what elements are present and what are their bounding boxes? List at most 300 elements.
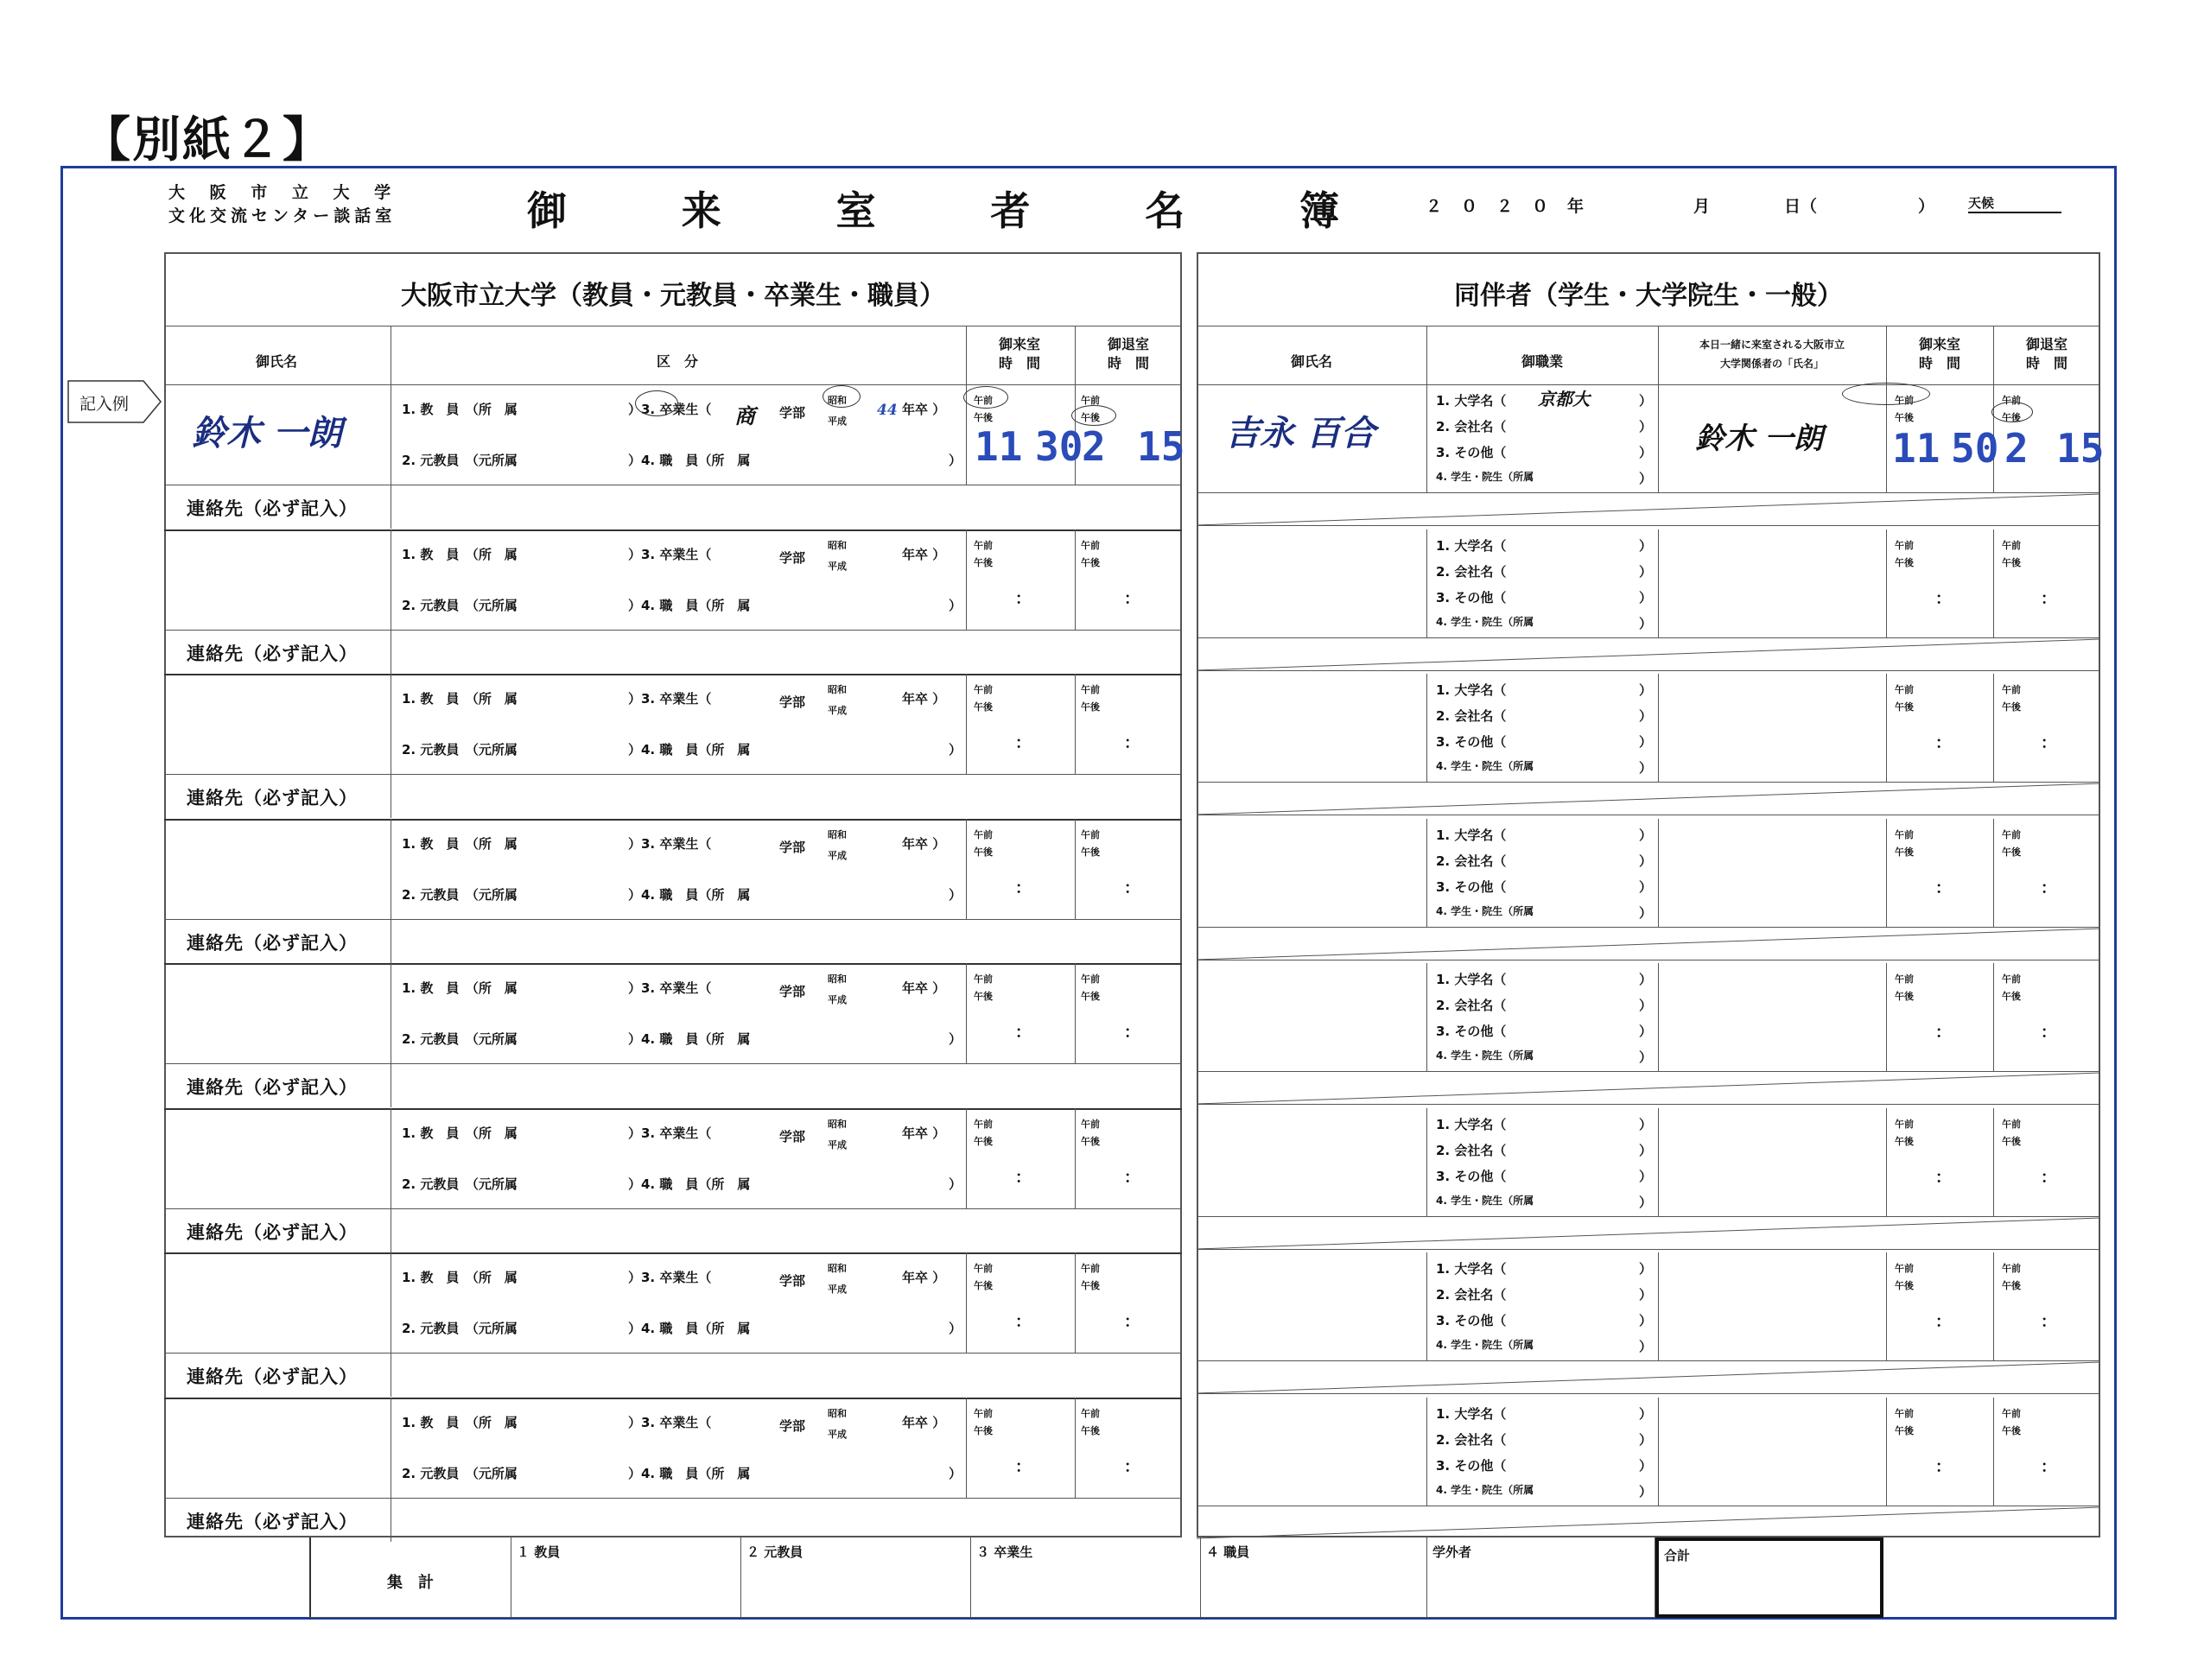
col-header-arrive	[966, 335, 1073, 373]
close-paren: ）	[1639, 471, 1653, 486]
related-divider	[1658, 384, 1659, 492]
year-label: ２０２０年	[1426, 197, 1604, 216]
option-staff: ）4. 職 員（所 属	[628, 453, 751, 468]
option-faculty-member: 1. 教 員 （所 属	[402, 546, 518, 562]
entry-divider	[164, 963, 1182, 965]
pm-label: 午後	[1895, 1424, 1914, 1436]
close-paren: ）	[1639, 1116, 1653, 1132]
time-separator: ：	[1124, 734, 1140, 752]
job-university: 1. 大学名（	[1436, 1116, 1507, 1132]
close-paren: ）	[949, 597, 962, 613]
faculty-label: 学部	[779, 1128, 806, 1144]
contact-label: 連絡先（必ず記入）	[187, 788, 358, 808]
totals-label: 集 計	[387, 1574, 434, 1592]
close-paren: ）	[1639, 853, 1653, 869]
totals-cell	[741, 1537, 971, 1618]
am-label: 午前	[1081, 1118, 1100, 1130]
faculty-label: 学部	[779, 1273, 806, 1289]
graduation-year-label: 年卒 ）	[902, 1414, 946, 1430]
related-divider	[1658, 674, 1659, 782]
example-circle-c-pm	[1991, 402, 2033, 422]
leave-divider	[1075, 1398, 1076, 1498]
time-separator: ：	[1124, 878, 1140, 897]
col-header-job: 御職業	[1521, 353, 1563, 370]
job-student: 4. 学生・院生（所属	[1436, 1339, 1534, 1351]
example-university: 京都大	[1538, 389, 1590, 409]
time-separator: ：	[2041, 878, 2056, 897]
era-showa: 昭和	[828, 973, 847, 985]
contact-label: 連絡先（必ず記入）	[187, 932, 358, 954]
col-header-companion-arrive	[1886, 335, 1993, 373]
job-student: 4. 学生・院生（所属	[1436, 471, 1534, 483]
totals-label-cell	[309, 1537, 511, 1618]
c-leave-header-line2: 時 間	[2025, 355, 2067, 371]
pm-label: 午後	[1895, 701, 1914, 713]
close-paren: ）	[1639, 419, 1653, 434]
option-graduate: ）3. 卒業生（	[628, 691, 712, 707]
option-graduate: ）3. 卒業生（	[628, 1270, 712, 1285]
col-header-companion-leave	[1993, 335, 2100, 373]
arrive-divider	[966, 1252, 967, 1353]
job-company: 2. 会社名（	[1436, 1431, 1507, 1448]
pm-label: 午後	[974, 1280, 993, 1291]
related-header-line2: 大学関係者の「氏名」	[1719, 358, 1824, 370]
c-arrive-divider	[1886, 674, 1887, 782]
example-companion-name: 吉永 百合	[1225, 413, 1375, 453]
pm-label: 午後	[1081, 1424, 1100, 1436]
era-heisei: 平成	[828, 560, 847, 572]
graduation-year-label: 年卒 ）	[902, 980, 946, 996]
leave-divider	[1075, 1108, 1076, 1208]
totals-cell-label: 合計	[1664, 1548, 1691, 1563]
close-paren: ）	[949, 886, 962, 903]
graduation-year-label: 年卒 ）	[902, 691, 946, 707]
example-circle-showa	[823, 385, 861, 408]
c-leave-divider	[1993, 1398, 1994, 1506]
graduation-year-label: 年卒 ）	[902, 1125, 946, 1141]
am-label: 午前	[974, 973, 993, 985]
close-paren: ）	[1639, 682, 1653, 698]
c-arrive-divider	[1886, 1252, 1887, 1360]
close-paren: ）	[1639, 827, 1653, 843]
time-separator: ：	[1015, 878, 1031, 897]
job-student: 4. 学生・院生（所属	[1436, 1049, 1534, 1062]
time-separator: ：	[1124, 1313, 1140, 1331]
example-leave-minute: 15	[1137, 423, 1185, 470]
pm-label: 午後	[1895, 846, 1914, 858]
job-divider	[1426, 1398, 1427, 1506]
era-showa: 昭和	[828, 395, 847, 406]
close-paren: ）	[1639, 1483, 1653, 1499]
c-arrive-divider	[1886, 529, 1887, 637]
contact-label: 連絡先（必ず記入）	[187, 1221, 358, 1243]
time-separator: ：	[2041, 1024, 2056, 1042]
pm-label: 午後	[2002, 1280, 2021, 1291]
arrive-divider	[966, 819, 967, 919]
time-separator: ：	[2041, 1457, 2056, 1476]
contact-label: 連絡先（必ず記入）	[187, 498, 358, 519]
example-leave-hour: 2	[1082, 423, 1106, 470]
graduation-year-label: 年卒 ）	[902, 1270, 946, 1285]
time-separator: ：	[1015, 1457, 1031, 1476]
month-label: 月	[1693, 197, 1711, 216]
time-separator: ：	[1015, 1024, 1031, 1042]
contact-divider	[164, 1208, 1182, 1209]
option-faculty-member: 1. 教 員 （所 属	[402, 1270, 518, 1285]
contact-label: 連絡先（必ず記入）	[187, 1077, 358, 1098]
example-name: 鈴木 一朗	[192, 413, 342, 453]
entry-divider	[164, 674, 1182, 675]
leave-divider	[1075, 819, 1076, 919]
job-company: 2. 会社名（	[1436, 419, 1507, 434]
entry-divider	[164, 1398, 1182, 1399]
option-graduate: ）3. 卒業生（	[628, 546, 712, 562]
job-other: 3. その他（	[1436, 1313, 1507, 1328]
option-staff: ）4. 職 員（所 属	[628, 1465, 751, 1481]
am-label: 午前	[974, 684, 993, 695]
job-divider	[1426, 529, 1427, 637]
era-heisei: 平成	[828, 994, 847, 1005]
option-staff: ）4. 職 員（所 属	[628, 742, 751, 758]
arrive-divider	[966, 963, 967, 1063]
job-company: 2. 会社名（	[1436, 708, 1507, 724]
job-other: 3. その他（	[1436, 1024, 1507, 1039]
entry-divider	[164, 529, 1182, 531]
close-paren: ）	[1639, 1168, 1653, 1184]
example-c-leave-minute: 15	[2056, 425, 2105, 472]
pm-label: 午後	[2002, 701, 2021, 713]
contact-divider	[164, 774, 1182, 775]
university-section-title: 大阪市立大学（教員・元教員・卒業生・職員）	[401, 281, 945, 311]
col-header-leave	[1075, 335, 1182, 373]
option-faculty-member: 1. 教 員 （所 属	[402, 1125, 518, 1141]
pm-label: 午後	[2002, 991, 2021, 1002]
am-label: 午前	[1895, 828, 1914, 840]
c-arrive-divider	[1886, 1398, 1887, 1506]
job-university: 1. 大学名（	[1436, 827, 1507, 843]
col-header-category-label: 区 分	[656, 353, 698, 370]
arrive-divider	[966, 674, 967, 774]
time-separator: ：	[1124, 1168, 1140, 1187]
am-label: 午前	[2002, 539, 2021, 551]
pm-label: 午後	[2002, 1135, 2021, 1147]
related-divider	[1658, 963, 1659, 1071]
pm-label: 午後	[2002, 846, 2021, 858]
related-divider	[1658, 1108, 1659, 1216]
totals-cell-label: 学外者	[1432, 1544, 1472, 1560]
am-label: 午前	[2002, 1263, 2021, 1274]
leave-divider	[1075, 1252, 1076, 1353]
am-label: 午前	[1081, 1407, 1100, 1419]
pm-label: 午後	[974, 1424, 993, 1436]
job-student: 4. 学生・院生（所属	[1436, 1194, 1534, 1207]
contact-divider	[164, 919, 1182, 920]
close-paren: ）	[1639, 1049, 1653, 1065]
job-student: 4. 学生・院生（所属	[1436, 904, 1534, 917]
arrive-header-line1: 御来室	[998, 336, 1040, 352]
arrive-divider	[966, 1108, 967, 1208]
option-staff: ）4. 職 員（所 属	[628, 886, 751, 903]
faculty-label: 学部	[779, 1417, 806, 1434]
close-paren: ）	[1639, 563, 1653, 580]
slash-line	[1197, 1071, 2100, 1107]
am-label: 午前	[974, 1118, 993, 1130]
job-student: 4. 学生・院生（所属	[1436, 760, 1534, 772]
option-former-faculty: 2. 元教員 （元所属	[402, 886, 518, 903]
totals-cell	[1655, 1537, 1883, 1618]
era-showa: 昭和	[828, 1263, 847, 1274]
example-c-arrive-minute: 50	[1951, 425, 1999, 472]
close-paren: ）	[1639, 972, 1653, 987]
totals-cell-label: ３ 卒業生	[976, 1544, 1033, 1560]
related-divider	[1658, 1398, 1659, 1506]
close-paren: ）	[1639, 708, 1653, 724]
option-faculty-member: 1. 教 員 （所 属	[402, 691, 518, 707]
pm-label: 午後	[1081, 556, 1100, 568]
totals-cell	[1427, 1537, 1655, 1618]
time-separator: ：	[1935, 1024, 1951, 1042]
totals-cell-label: １ 教員	[517, 1544, 561, 1560]
arrive-divider	[966, 1398, 967, 1498]
title-char: 室	[835, 187, 876, 234]
option-former-faculty: 2. 元教員 （元所属	[402, 453, 518, 468]
time-separator: ：	[2041, 1313, 2056, 1331]
example-related-person: 鈴木 一朗	[1695, 422, 1823, 456]
time-separator: ：	[1124, 1457, 1140, 1476]
slash-line	[1197, 492, 2100, 529]
era-showa: 昭和	[828, 828, 847, 840]
pm-label: 午後	[1081, 701, 1100, 713]
option-graduate: ）3. 卒業生（	[628, 980, 712, 996]
era-heisei: 平成	[828, 849, 847, 861]
close-paren: ）	[949, 1031, 962, 1047]
col-header-name-label: 御氏名	[255, 353, 297, 370]
option-faculty-member: 1. 教 員 （所 属	[402, 1414, 518, 1430]
close-paren: ）	[949, 742, 962, 758]
time-separator: ：	[1015, 734, 1031, 752]
time-separator: ：	[1015, 1168, 1031, 1187]
job-divider	[1426, 963, 1427, 1071]
related-divider	[1658, 529, 1659, 637]
option-former-faculty: 2. 元教員 （元所属	[402, 1031, 518, 1047]
job-university: 1. 大学名（	[1436, 972, 1507, 987]
org-line-2: 文化交流センター談話室	[168, 206, 397, 225]
c-leave-divider	[1993, 1252, 1994, 1360]
am-label: 午前	[974, 1407, 993, 1419]
close-paren: ）	[1639, 1142, 1653, 1158]
c-arrive-divider	[1886, 819, 1887, 927]
am-label: 午前	[2002, 684, 2021, 695]
am-label: 午前	[1895, 684, 1914, 695]
am-label: 午前	[2002, 973, 2021, 985]
job-divider	[1426, 1252, 1427, 1360]
totals-cell	[971, 1537, 1201, 1618]
am-label: 午前	[1081, 828, 1100, 840]
graduation-year-label: 年卒 ）	[902, 835, 946, 852]
job-divider	[1426, 674, 1427, 782]
close-paren: ）	[949, 1321, 962, 1336]
job-company: 2. 会社名（	[1436, 853, 1507, 869]
c-arrive-divider	[1886, 963, 1887, 1071]
totals-cell	[1201, 1537, 1427, 1618]
totals-cell-label: ２ 元教員	[746, 1544, 803, 1560]
contact-divider	[164, 630, 1182, 631]
time-separator: ：	[2041, 589, 2056, 608]
title-char: 者	[990, 187, 1031, 234]
job-student: 4. 学生・院生（所属	[1436, 615, 1534, 628]
option-former-faculty: 2. 元教員 （元所属	[402, 1465, 518, 1481]
c-leave-divider	[1993, 529, 1994, 637]
job-other: 3. その他（	[1436, 445, 1507, 460]
close-paren: ）	[1639, 1313, 1653, 1328]
col-header-related-person	[1658, 335, 1886, 373]
c-arrive-header-line1: 御来室	[1918, 336, 1960, 352]
arrive-divider	[966, 529, 967, 630]
faculty-label: 学部	[779, 839, 806, 855]
option-staff: ）4. 職 員（所 属	[628, 1031, 751, 1047]
job-other: 3. その他（	[1436, 1168, 1507, 1184]
am-label: 午前	[1895, 395, 1914, 406]
am-label: 午前	[2002, 1118, 2021, 1130]
job-other: 3. その他（	[1436, 734, 1507, 750]
title-char: 簿	[1299, 187, 1339, 234]
time-separator: ：	[2041, 734, 2056, 752]
example-c-arrive-hour: 11	[1892, 425, 1940, 472]
era-heisei: 平成	[828, 705, 847, 716]
close-paren: ）	[1639, 615, 1653, 631]
close-paren: ）	[1639, 878, 1653, 895]
job-company: 2. 会社名（	[1436, 998, 1507, 1013]
example-faculty: 商	[734, 403, 755, 428]
am-label: 午前	[974, 539, 993, 551]
time-separator: ：	[1935, 1168, 1951, 1187]
pm-label: 午後	[1081, 1135, 1100, 1147]
close-paren: ）	[1639, 1339, 1653, 1354]
related-header-line1: 本日一緒に来室される大阪市立	[1699, 339, 1845, 351]
job-other: 3. その他（	[1436, 589, 1507, 605]
header-divider-left	[164, 384, 1182, 385]
option-staff: ）4. 職 員（所 属	[628, 597, 751, 613]
slash-line	[1197, 1506, 2100, 1542]
title-char: 来	[681, 187, 721, 234]
close-paren: ）	[949, 453, 962, 468]
leave-divider	[1075, 529, 1076, 630]
example-arrive-minute: 30	[1035, 423, 1083, 470]
am-label: 午前	[1081, 684, 1100, 695]
slash-line	[1197, 1216, 2100, 1252]
c-leave-divider	[1993, 963, 1994, 1071]
pm-label: 午後	[974, 1135, 993, 1147]
example-c-leave-hour: 2	[2004, 425, 2029, 472]
era-heisei: 平成	[828, 1138, 847, 1151]
close-paren: ）	[1639, 734, 1653, 750]
am-label: 午前	[2002, 1407, 2021, 1419]
job-university: 1. 大学名（	[1436, 682, 1507, 698]
slash-line	[1197, 637, 2100, 674]
am-label: 午前	[1895, 1263, 1914, 1274]
example-circle-am	[963, 386, 1008, 409]
slash-line	[1197, 1360, 2100, 1397]
time-separator: ：	[1935, 589, 1951, 608]
faculty-label: 学部	[779, 549, 806, 566]
option-former-faculty: 2. 元教員 （元所属	[402, 742, 518, 758]
c-leave-divider	[1993, 1108, 1994, 1216]
era-showa: 昭和	[828, 1407, 847, 1419]
option-staff: ）4. 職 員（所 属	[628, 1176, 751, 1192]
job-other: 3. その他（	[1436, 878, 1507, 895]
close-paren: ）	[1639, 1287, 1653, 1303]
am-label: 午前	[1081, 973, 1100, 985]
c-leave-header-line1: 御退室	[2025, 336, 2067, 352]
organization	[168, 181, 400, 228]
am-label: 午前	[1895, 1407, 1914, 1419]
close-paren: ）	[1639, 904, 1653, 921]
example-grad-year: 44	[877, 402, 898, 419]
job-university: 1. 大学名（	[1436, 537, 1507, 554]
entry-divider	[164, 1252, 1182, 1254]
slash-line	[1197, 782, 2100, 818]
job-company: 2. 会社名（	[1436, 563, 1507, 580]
option-graduate: ）3. 卒業生（	[628, 1125, 712, 1141]
option-staff: ）4. 職 員（所 属	[628, 1321, 751, 1336]
pm-label: 午後	[974, 991, 993, 1002]
example-arrive-hour: 11	[975, 423, 1023, 470]
pm-label: 午後	[974, 412, 993, 423]
entry-divider	[164, 1108, 1182, 1110]
time-separator: ：	[1935, 1457, 1951, 1476]
graduation-year-label: 年卒 ）	[902, 402, 946, 417]
leave-divider	[1075, 674, 1076, 774]
faculty-label: 学部	[779, 405, 806, 421]
time-separator: ：	[2041, 1168, 2056, 1187]
am-label: 午前	[1895, 1118, 1914, 1130]
option-former-faculty: 2. 元教員 （元所属	[402, 1176, 518, 1192]
option-graduate: ）3. 卒業生（	[628, 835, 712, 852]
contact-label: 連絡先（必ず記入）	[187, 1511, 358, 1532]
example-tag-label: 記入例	[79, 395, 130, 414]
am-label: 午前	[1895, 973, 1914, 985]
contact-divider	[164, 1498, 1182, 1499]
related-divider	[1658, 819, 1659, 927]
close-paren: ）	[1639, 1457, 1653, 1474]
col-header-companion-name: 御氏名	[1290, 353, 1332, 370]
job-student: 4. 学生・院生（所属	[1436, 1483, 1534, 1496]
job-divider	[1426, 1108, 1427, 1216]
option-faculty-member: 1. 教 員 （所 属	[402, 980, 518, 996]
time-separator: ：	[1124, 1024, 1140, 1042]
am-label: 午前	[1081, 395, 1100, 406]
am-label: 午前	[1895, 539, 1914, 551]
close-paren: ）	[1639, 998, 1653, 1013]
pm-label: 午後	[1895, 412, 1914, 423]
option-graduate: ）3. 卒業生（	[628, 402, 712, 417]
close-paren: ）	[1639, 1261, 1653, 1277]
time-separator: ：	[1935, 878, 1951, 897]
era-heisei: 平成	[828, 1428, 847, 1440]
pm-label: 午後	[2002, 556, 2021, 568]
faculty-label: 学部	[779, 694, 806, 710]
close-paren: ）	[1639, 760, 1653, 776]
pm-label: 午後	[2002, 412, 2021, 423]
pm-label: 午後	[1895, 1280, 1914, 1291]
c-arrive-header-line2: 時 間	[1918, 355, 1960, 371]
day-label: 日（	[1784, 197, 1818, 216]
time-separator: ：	[1015, 1313, 1031, 1331]
pm-label: 午後	[974, 701, 993, 713]
pm-label: 午後	[1895, 991, 1914, 1002]
job-university: 1. 大学名（	[1436, 1261, 1507, 1277]
graduation-year-label: 年卒 ）	[902, 546, 946, 562]
